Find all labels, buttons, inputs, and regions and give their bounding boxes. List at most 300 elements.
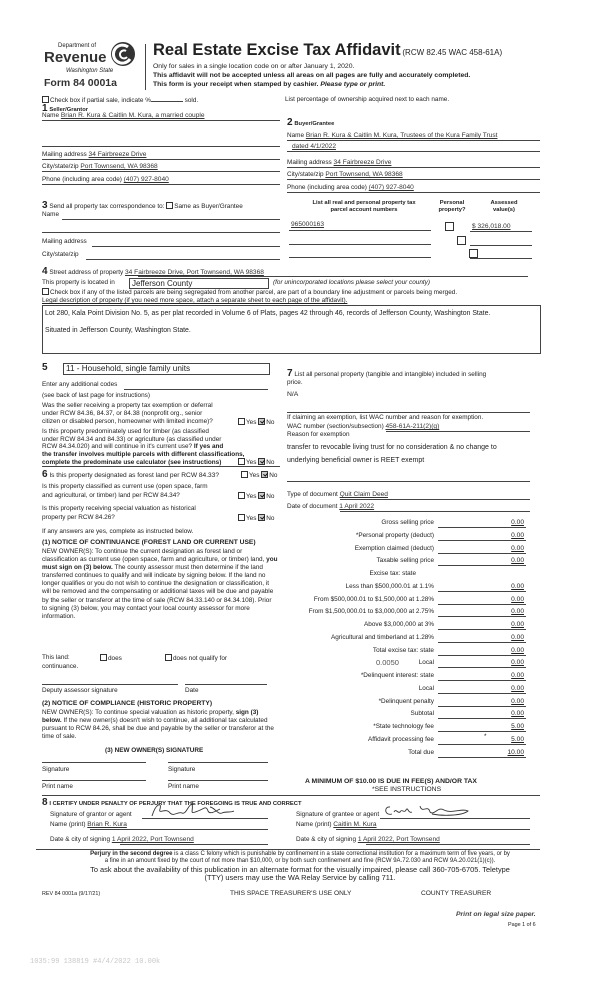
divider xyxy=(42,795,540,796)
tax-row-label: Total due xyxy=(408,748,434,756)
if-any-yes-note: If any answers are yes, complete as instructed below. xyxy=(42,528,194,535)
divider xyxy=(287,412,530,413)
legal-description-field[interactable] xyxy=(42,305,541,354)
line xyxy=(386,431,530,432)
tax-row-value[interactable]: 0.00 xyxy=(511,519,524,526)
line xyxy=(90,829,268,830)
land-use-code-value: 11 - Household, single family units xyxy=(66,364,191,373)
section-number: 1 xyxy=(42,103,48,114)
buyer-name-field[interactable] xyxy=(287,132,498,140)
segregated-checkbox[interactable] xyxy=(42,288,49,295)
label: Assessed xyxy=(490,200,518,206)
label: Name xyxy=(42,112,60,119)
partial-percent-field[interactable] xyxy=(151,101,183,102)
tax-row-label: Agricultural and timberland at 1.28% xyxy=(330,633,434,641)
buyer-name-line2: dated 4/1/2022 xyxy=(292,143,336,150)
correspondence-name-line-2[interactable] xyxy=(42,232,280,233)
document-type-field[interactable] xyxy=(287,491,388,499)
line xyxy=(287,167,540,168)
signature-label: Signature xyxy=(42,766,70,773)
tax-row-label: Total excise tax: state xyxy=(372,646,434,654)
tax-row-line xyxy=(438,565,526,566)
tax-row-line xyxy=(438,693,526,694)
legal-paper-note: Print on legal size paper. xyxy=(456,911,536,918)
new-owner-signature-field[interactable] xyxy=(168,762,268,763)
no-checkbox[interactable] xyxy=(258,418,265,425)
label: To ask about the availability of this publication in an alternate format for the visually impaired, please call 360-705-6705. Teletype xyxy=(90,865,510,874)
yes-checkbox[interactable] xyxy=(238,514,245,521)
additional-codes-field[interactable] xyxy=(124,389,268,390)
seller-city-value: Port Townsend, WA 98368 xyxy=(80,163,158,170)
q-line: property per RCW 84.26? xyxy=(42,513,115,521)
line xyxy=(336,829,530,830)
q-line: Is this property classified as current use (open space, farm xyxy=(42,483,208,490)
seller-name-field[interactable] xyxy=(42,112,205,120)
forest-question xyxy=(42,469,219,481)
document-date-value: 1 April 2022 xyxy=(339,503,375,510)
tax-row-line xyxy=(438,604,526,605)
tax-row-label: Local xyxy=(418,684,434,692)
tax-row-label: Local xyxy=(418,659,434,667)
line xyxy=(287,192,540,193)
label: Yes xyxy=(246,419,257,426)
tax-row-line xyxy=(438,527,526,528)
reason-line-2[interactable]: underlying beneficial owner is REET exempt xyxy=(287,457,425,464)
tax-row xyxy=(288,532,526,542)
segregated-row xyxy=(42,288,457,296)
revision-number: REV 84 0001a (9/17/21) xyxy=(42,891,101,897)
q-line xyxy=(42,443,244,451)
no-checkbox[interactable] xyxy=(261,471,268,478)
deputy-signature-label: Deputy assessor signature xyxy=(42,687,118,694)
section-number: 6 xyxy=(42,469,48,480)
land-use-code-select[interactable] xyxy=(63,363,270,375)
correspondence-name-field[interactable] xyxy=(62,219,280,220)
label: Name (print) xyxy=(50,821,86,828)
tax-row-label: Above $3,000,000 at 3% xyxy=(364,621,434,628)
label: City/state/zip xyxy=(287,171,324,178)
county-value: Jefferson County xyxy=(132,279,193,288)
timber-yes-no xyxy=(238,458,274,466)
q-line: the transfer involves multiple parcels with different classifications, xyxy=(42,451,245,459)
legal-description-line-1: Lot 280, Kala Point Division No. 5, as per plat recorded in Volume 6 of Plats, pages 42 through 46, records of Jefferson County, Washington State. xyxy=(45,310,491,317)
grantee-signature-label: Signature of grantee or agent xyxy=(296,811,380,818)
wac-number-value: 458-61A-211(2)(g) xyxy=(385,423,440,430)
label: Date of document xyxy=(287,503,338,510)
page-number: Page 1 of 6 xyxy=(508,922,536,928)
buyer-heading xyxy=(287,117,334,129)
label: No xyxy=(266,419,275,426)
grantee-name-field[interactable] xyxy=(296,821,377,829)
tax-row-label: From $500,000.01 to $1,500,000 at 1.28% xyxy=(313,595,434,603)
no-checkbox[interactable] xyxy=(258,492,265,499)
header-line-3 xyxy=(153,81,385,89)
grantor-date-value: 1 April 2022, Port Townsend xyxy=(111,836,194,843)
county-label: This property is located in xyxy=(42,279,115,286)
label: List all personal property (tangible and intangible) included in selling xyxy=(294,371,487,378)
q-line: under RCW 84.36, 84.37, or 84.38 (nonprofit org., senior xyxy=(42,410,203,417)
notice-continuance-title: (1) NOTICE OF CONTINUANCE (FOREST LAND OR CURRENT USE) xyxy=(42,539,256,546)
buyer-city-field[interactable] xyxy=(287,171,403,179)
correspondence-city-label: City/state/zip xyxy=(42,251,79,258)
ownership-percentage-note: List percentage of ownership acquired next to each name. xyxy=(285,96,450,103)
label: (TTY) users may use the WA Relay Service by calling 711. xyxy=(204,872,396,882)
label: Name xyxy=(287,132,305,139)
perjury-notice xyxy=(20,851,580,865)
tax-row-label: From $1,500,000.01 to $3,000,000 at 2.75% xyxy=(308,608,434,616)
tax-row-label: Exemption claimed (deduct) xyxy=(354,544,434,552)
asterisk-mark: * xyxy=(484,732,487,740)
personal-property-checkbox[interactable] xyxy=(457,236,466,245)
dor-swoosh-icon xyxy=(108,40,136,68)
seller-mailing-value: 34 Fairbreeze Drive xyxy=(88,151,147,158)
tax-row xyxy=(288,545,526,555)
tax-row-line xyxy=(438,629,526,630)
label: Yes xyxy=(246,459,257,466)
header-line-3-italic: Please type or print. xyxy=(320,81,386,88)
yes-checkbox[interactable] xyxy=(238,492,245,499)
tax-row-value[interactable]: 0.00 xyxy=(511,646,524,654)
correspondence-mailing-label: Mailing address xyxy=(42,238,87,245)
line xyxy=(42,159,280,160)
assessed-line[interactable] xyxy=(470,245,532,246)
line xyxy=(340,499,530,500)
q-text: RCW 84.34.020) and will continue in it's current use? xyxy=(42,443,193,451)
section-number: 8 xyxy=(42,797,48,808)
p-text: NEW OWNER(S): To continue the current designation as forest land or classification as current use (open space, farm and agriculture, or timber) land, xyxy=(42,548,265,564)
tax-row xyxy=(288,723,526,733)
label: Type of document xyxy=(287,491,338,498)
header-line-1: Only for sales in a single location code on or after January 1, 2020. xyxy=(153,63,355,70)
tax-row-line xyxy=(438,642,526,643)
new-owner-signature-field[interactable] xyxy=(42,762,146,763)
tax-row-value[interactable]: 5.00 xyxy=(511,723,524,730)
label: Check box if any of the listed parcels are being segregated from another parcel, are part of a boundary line adjustment or parcels being merged. xyxy=(50,289,458,296)
tax-row-label: Gross selling price xyxy=(381,519,434,526)
q-line: citizen or disabled person, homeowner with limited income)? xyxy=(42,418,213,425)
label: value(s) xyxy=(493,206,515,213)
p-bold: you must sign on (3) below. xyxy=(42,556,278,572)
claiming-exemption-note: If claiming an exemption, list WAC number and reason for exemption. xyxy=(287,414,484,421)
parcel-line[interactable] xyxy=(289,244,431,245)
tax-row-line xyxy=(438,757,526,758)
current-use-yes-no xyxy=(238,492,274,500)
document-type-value: Quit Claim Deed xyxy=(339,491,388,498)
personal-property-question xyxy=(287,370,486,386)
tax-row-value[interactable]: 0.00 xyxy=(511,697,524,705)
q-bold: If yes and xyxy=(193,443,224,451)
label: Phone (including area code) xyxy=(287,184,367,191)
reason-label: Reason for exemption xyxy=(287,431,350,438)
tax-row-line xyxy=(438,591,526,592)
tax-row-label: Excise tax: state xyxy=(369,570,416,577)
line xyxy=(42,171,280,172)
grantee-signature[interactable] xyxy=(382,802,472,818)
label: No xyxy=(266,493,275,500)
continuance-label: continuance. xyxy=(42,663,79,670)
print-name-field[interactable] xyxy=(42,780,146,781)
label: Date & city of signing xyxy=(296,836,357,843)
label: Yes xyxy=(246,493,257,500)
label: Phone (including area code) xyxy=(42,176,122,183)
tax-row-value[interactable]: 0.00 xyxy=(511,710,524,718)
seller-heading-label: Seller/Grantor xyxy=(49,107,89,113)
tax-row-label: *State technology fee xyxy=(373,723,434,730)
additional-codes-label: Enter any additional codes xyxy=(42,381,118,388)
tax-row xyxy=(288,672,526,682)
grantee-date-value: 1 April 2022, Port Townsend xyxy=(357,836,440,843)
tax-row-line xyxy=(438,616,526,617)
assessed-line xyxy=(470,231,532,232)
print-name-label: Print name xyxy=(168,783,199,790)
tax-row xyxy=(288,634,526,644)
buyer-phone-value: (407) 927-8040 xyxy=(368,184,414,191)
deputy-date-field[interactable] xyxy=(185,684,267,685)
label: Send all property tax correspondence to: xyxy=(49,203,165,210)
grantee-name-value: Caitlin M. Kura xyxy=(333,821,377,828)
parcels-header xyxy=(295,200,433,213)
does-not-checkbox[interactable] xyxy=(165,654,172,661)
tax-row xyxy=(288,570,526,580)
buyer-heading-label: Buyer/Grantee xyxy=(294,121,335,127)
line xyxy=(380,818,530,819)
tax-row xyxy=(288,596,526,606)
p-text: If the new owner(s) doesn't wish to continue, all additional tax calculated pursuant to RCW 84.26, shall be due and payable by the seller or transferor at the time of sale. xyxy=(42,717,274,741)
partial-sale-label: Check box if partial sale, indicate % xyxy=(50,97,151,104)
tax-row-value[interactable]: 10.00 xyxy=(507,748,524,756)
divider xyxy=(287,481,530,482)
tax-row-value[interactable]: 0.00 xyxy=(511,672,524,679)
grantor-name-value: Brian R. Kura xyxy=(87,821,127,828)
tax-row-line xyxy=(438,680,526,681)
grantor-name-field[interactable] xyxy=(50,821,127,829)
document-date-field[interactable] xyxy=(287,503,374,511)
county-treasurer-label: COUNTY TREASURER xyxy=(421,890,492,897)
line xyxy=(142,818,268,819)
label: List all real and personal property tax xyxy=(312,200,416,206)
section-number: 3 xyxy=(42,200,48,211)
form-number: Form 84 0001a xyxy=(44,77,117,89)
tax-row xyxy=(288,608,526,618)
line xyxy=(287,151,540,152)
tax-row-value[interactable]: 0.00 xyxy=(511,582,524,590)
tax-row-value[interactable]: 0.00 xyxy=(511,595,524,603)
seller-phone-value: (407) 927-8040 xyxy=(123,176,169,183)
seller-mailing-field[interactable] xyxy=(42,151,146,159)
seller-name-line xyxy=(42,120,280,121)
reason-line-1[interactable]: transfer to revocable living trust for no consideration & no change to xyxy=(287,444,497,451)
new-owner-signature-title: (3) NEW OWNER(S) SIGNATURE xyxy=(105,747,204,754)
label: Street address of property xyxy=(49,269,124,276)
line xyxy=(42,184,280,185)
label: property? xyxy=(438,206,466,213)
q-line: and agricultural, or timber) land per RCW 84.34? xyxy=(42,491,180,499)
title-text: Real Estate Excise Tax Affidavit xyxy=(153,41,401,59)
personal-property-value[interactable]: N/A xyxy=(287,391,299,398)
tax-row-line xyxy=(438,731,526,732)
tax-row-line xyxy=(438,553,526,554)
tax-row xyxy=(288,621,526,631)
tax-row-value[interactable]: 5.00 xyxy=(511,735,524,743)
buyer-mailing-field[interactable] xyxy=(287,159,391,167)
label: City/state/zip xyxy=(42,163,79,170)
county-note: (for unincorporated locations please select your county) xyxy=(273,279,431,286)
historical-yes-no xyxy=(238,514,274,522)
section-number: 7 xyxy=(287,368,293,379)
label: a fine in an amount fixed by the court of not more than $10,000, or by both such confinement and fine (RCW 9A.72.030 and RCW 9A.20.021(1)(c)). xyxy=(104,858,496,864)
tax-row-value[interactable]: 0.00 xyxy=(511,544,524,552)
tax-row-value[interactable]: 0.00 xyxy=(511,621,524,628)
tax-row xyxy=(288,732,526,746)
divider xyxy=(36,849,540,850)
tax-row-label: Subtotal xyxy=(410,710,434,718)
correspondence-mailing-field[interactable] xyxy=(92,246,280,247)
label: Name (print) xyxy=(296,821,332,828)
line xyxy=(287,140,540,141)
tax-row-line xyxy=(438,744,526,745)
personal-property-checkbox[interactable] xyxy=(445,222,454,231)
label: No xyxy=(266,515,275,522)
yes-checkbox[interactable] xyxy=(241,471,248,478)
label: I CERTIFY UNDER PENALTY OF PERJURY THAT THE FOREGOING IS TRUE AND CORRECT xyxy=(49,801,302,807)
line xyxy=(287,179,540,180)
section-number: 4 xyxy=(42,266,48,277)
local-rate-value: 0.0050 xyxy=(376,658,399,668)
current-use-question xyxy=(42,483,208,500)
buyer-name-value: Brian R. Kura & Caitlin M. Kura, Trustees of the Kura Family Trust xyxy=(305,132,498,139)
buyer-city-value: Port Townsend, WA 98368 xyxy=(325,171,403,178)
q-line: Is this property receiving special valuation as historical xyxy=(42,505,196,512)
partial-sale-checkbox[interactable] xyxy=(42,96,49,103)
forest-yes-no xyxy=(241,471,277,479)
exemption-question xyxy=(42,402,213,426)
tax-row xyxy=(288,685,526,695)
legal-description-line-2: Situated in Jefferson County, Washington State. xyxy=(45,327,191,334)
seller-name-value: Brian R. Kura & Caitlin M. Kura, a married couple xyxy=(60,112,205,119)
tax-row-label: Taxable selling price xyxy=(376,557,434,565)
tax-row-label: Affidavit processing fee xyxy=(368,735,434,743)
print-name-label: Print name xyxy=(42,783,73,790)
same-as-buyer-label: Same as Buyer/Grantee xyxy=(174,203,243,210)
tax-row-label: *Personal property (deduct) xyxy=(355,531,434,539)
tax-row-line xyxy=(438,655,526,656)
does-checkbox[interactable] xyxy=(100,654,107,661)
tax-row-label: *Delinquent penalty xyxy=(378,697,434,705)
print-name-field[interactable] xyxy=(168,780,268,781)
p-text: NEW OWNER(S): To continue special valuation as historic property, xyxy=(42,709,234,716)
q-line: Is this property predominately used for timber (as classified xyxy=(42,428,209,435)
parcel-line[interactable] xyxy=(289,257,431,258)
correspondence-city-field[interactable] xyxy=(86,259,280,260)
tax-row-value[interactable]: 0.00 xyxy=(511,608,524,616)
label: Yes xyxy=(249,472,260,479)
p-bold: sign (3) below. xyxy=(42,709,259,725)
label: price. xyxy=(287,378,303,386)
tax-row-line xyxy=(438,718,526,719)
header-divider xyxy=(145,44,146,90)
tax-row-value[interactable]: 0.00 xyxy=(511,633,524,641)
yes-checkbox[interactable] xyxy=(238,458,245,465)
does-option xyxy=(100,654,122,662)
notice-continuance-text xyxy=(42,548,278,621)
q-text: Is this property designated as forest land per RCW 84.33? xyxy=(49,472,220,479)
line xyxy=(340,511,530,512)
line xyxy=(120,844,268,845)
no-checkbox[interactable] xyxy=(258,458,265,465)
seller-name-line-2 xyxy=(42,146,280,147)
tax-row-label: *Delinquent interest: state xyxy=(360,672,434,679)
label: WAC number (section/subsection) xyxy=(287,423,384,430)
see-back-note: (see back of last page for instructions) xyxy=(42,392,150,399)
tax-row-value[interactable]: 0.00 xyxy=(511,557,524,565)
parcel-number[interactable]: 965000163 xyxy=(291,221,325,228)
label: Mailing address xyxy=(287,159,332,166)
same-as-buyer-checkbox[interactable] xyxy=(166,202,173,209)
no-checkbox[interactable] xyxy=(258,514,265,521)
notice-compliance-title: (2) NOTICE OF COMPLIANCE (HISTORIC PROPERTY) xyxy=(42,700,213,707)
alternate-format-notice xyxy=(20,866,580,881)
tax-row xyxy=(288,659,526,669)
treasurer-stamp: 1035:99 138819 #4/4/2022 10.00k xyxy=(30,958,161,966)
tax-row-label: Less than $500,000.01 at 1.1% xyxy=(345,582,434,590)
tax-row-line xyxy=(438,667,526,668)
partial-sold-label: sold. xyxy=(184,97,199,104)
notice-compliance-text xyxy=(42,709,278,741)
legal-description-label: Legal description of property (if you need more space, attach a separate sheet to each page of the affidavit). xyxy=(42,297,348,304)
grantor-signature[interactable] xyxy=(148,801,243,819)
tax-row-line xyxy=(438,706,526,707)
seller-phone-field[interactable] xyxy=(42,176,169,184)
correspondence-name-label: Name xyxy=(42,211,60,218)
street-address-value: 34 Fairbreeze Drive, Port Townsend, WA 98368 xyxy=(125,269,264,276)
tax-row xyxy=(288,710,526,720)
grantor-date-field[interactable] xyxy=(50,836,194,844)
q-line: Was the seller receiving a property tax exemption or deferral xyxy=(42,402,213,409)
tax-row-value[interactable]: 0.00 xyxy=(511,659,524,667)
this-land-label: This land: xyxy=(42,654,70,661)
yes-checkbox[interactable] xyxy=(238,418,245,425)
deputy-date-label: Date xyxy=(185,687,199,694)
label: does xyxy=(108,655,122,662)
see-instructions-note: *SEE INSTRUCTIONS xyxy=(372,786,442,793)
label: does not qualify for xyxy=(173,655,227,662)
assessed-value[interactable]: $ 326,018.00 xyxy=(472,223,511,230)
tax-row-value[interactable]: 0.00 xyxy=(511,684,524,692)
tax-row xyxy=(288,698,526,708)
correspondence-heading xyxy=(42,200,243,212)
grantee-date-field[interactable] xyxy=(296,836,440,844)
personal-property-checkbox[interactable] xyxy=(469,249,478,258)
tax-row-value[interactable]: 0.00 xyxy=(511,531,524,539)
grantor-signature-label: Signature of grantor or agent xyxy=(50,811,132,818)
timber-question xyxy=(42,428,244,467)
logo-dept-of: Department of xyxy=(58,43,97,49)
wac-number-field[interactable] xyxy=(287,423,439,431)
buyer-phone-field[interactable] xyxy=(287,184,414,192)
assessed-line[interactable] xyxy=(470,258,532,259)
q-line: complete the predominate use calculator (see instructions) xyxy=(42,458,222,466)
tax-row xyxy=(288,557,526,567)
label: Personal xyxy=(439,200,465,206)
q-line: under RCW 84.34 and 84.33) or agriculture (as classified under xyxy=(42,435,222,443)
page-title xyxy=(153,41,502,60)
seller-city-field[interactable] xyxy=(42,163,158,171)
deputy-signature-field[interactable] xyxy=(42,684,178,685)
buyer-mailing-value: 34 Fairbreeze Drive xyxy=(333,159,392,166)
assessed-value-header xyxy=(478,200,530,213)
tax-row-line xyxy=(438,540,526,541)
signature-label: Signature xyxy=(168,766,196,773)
